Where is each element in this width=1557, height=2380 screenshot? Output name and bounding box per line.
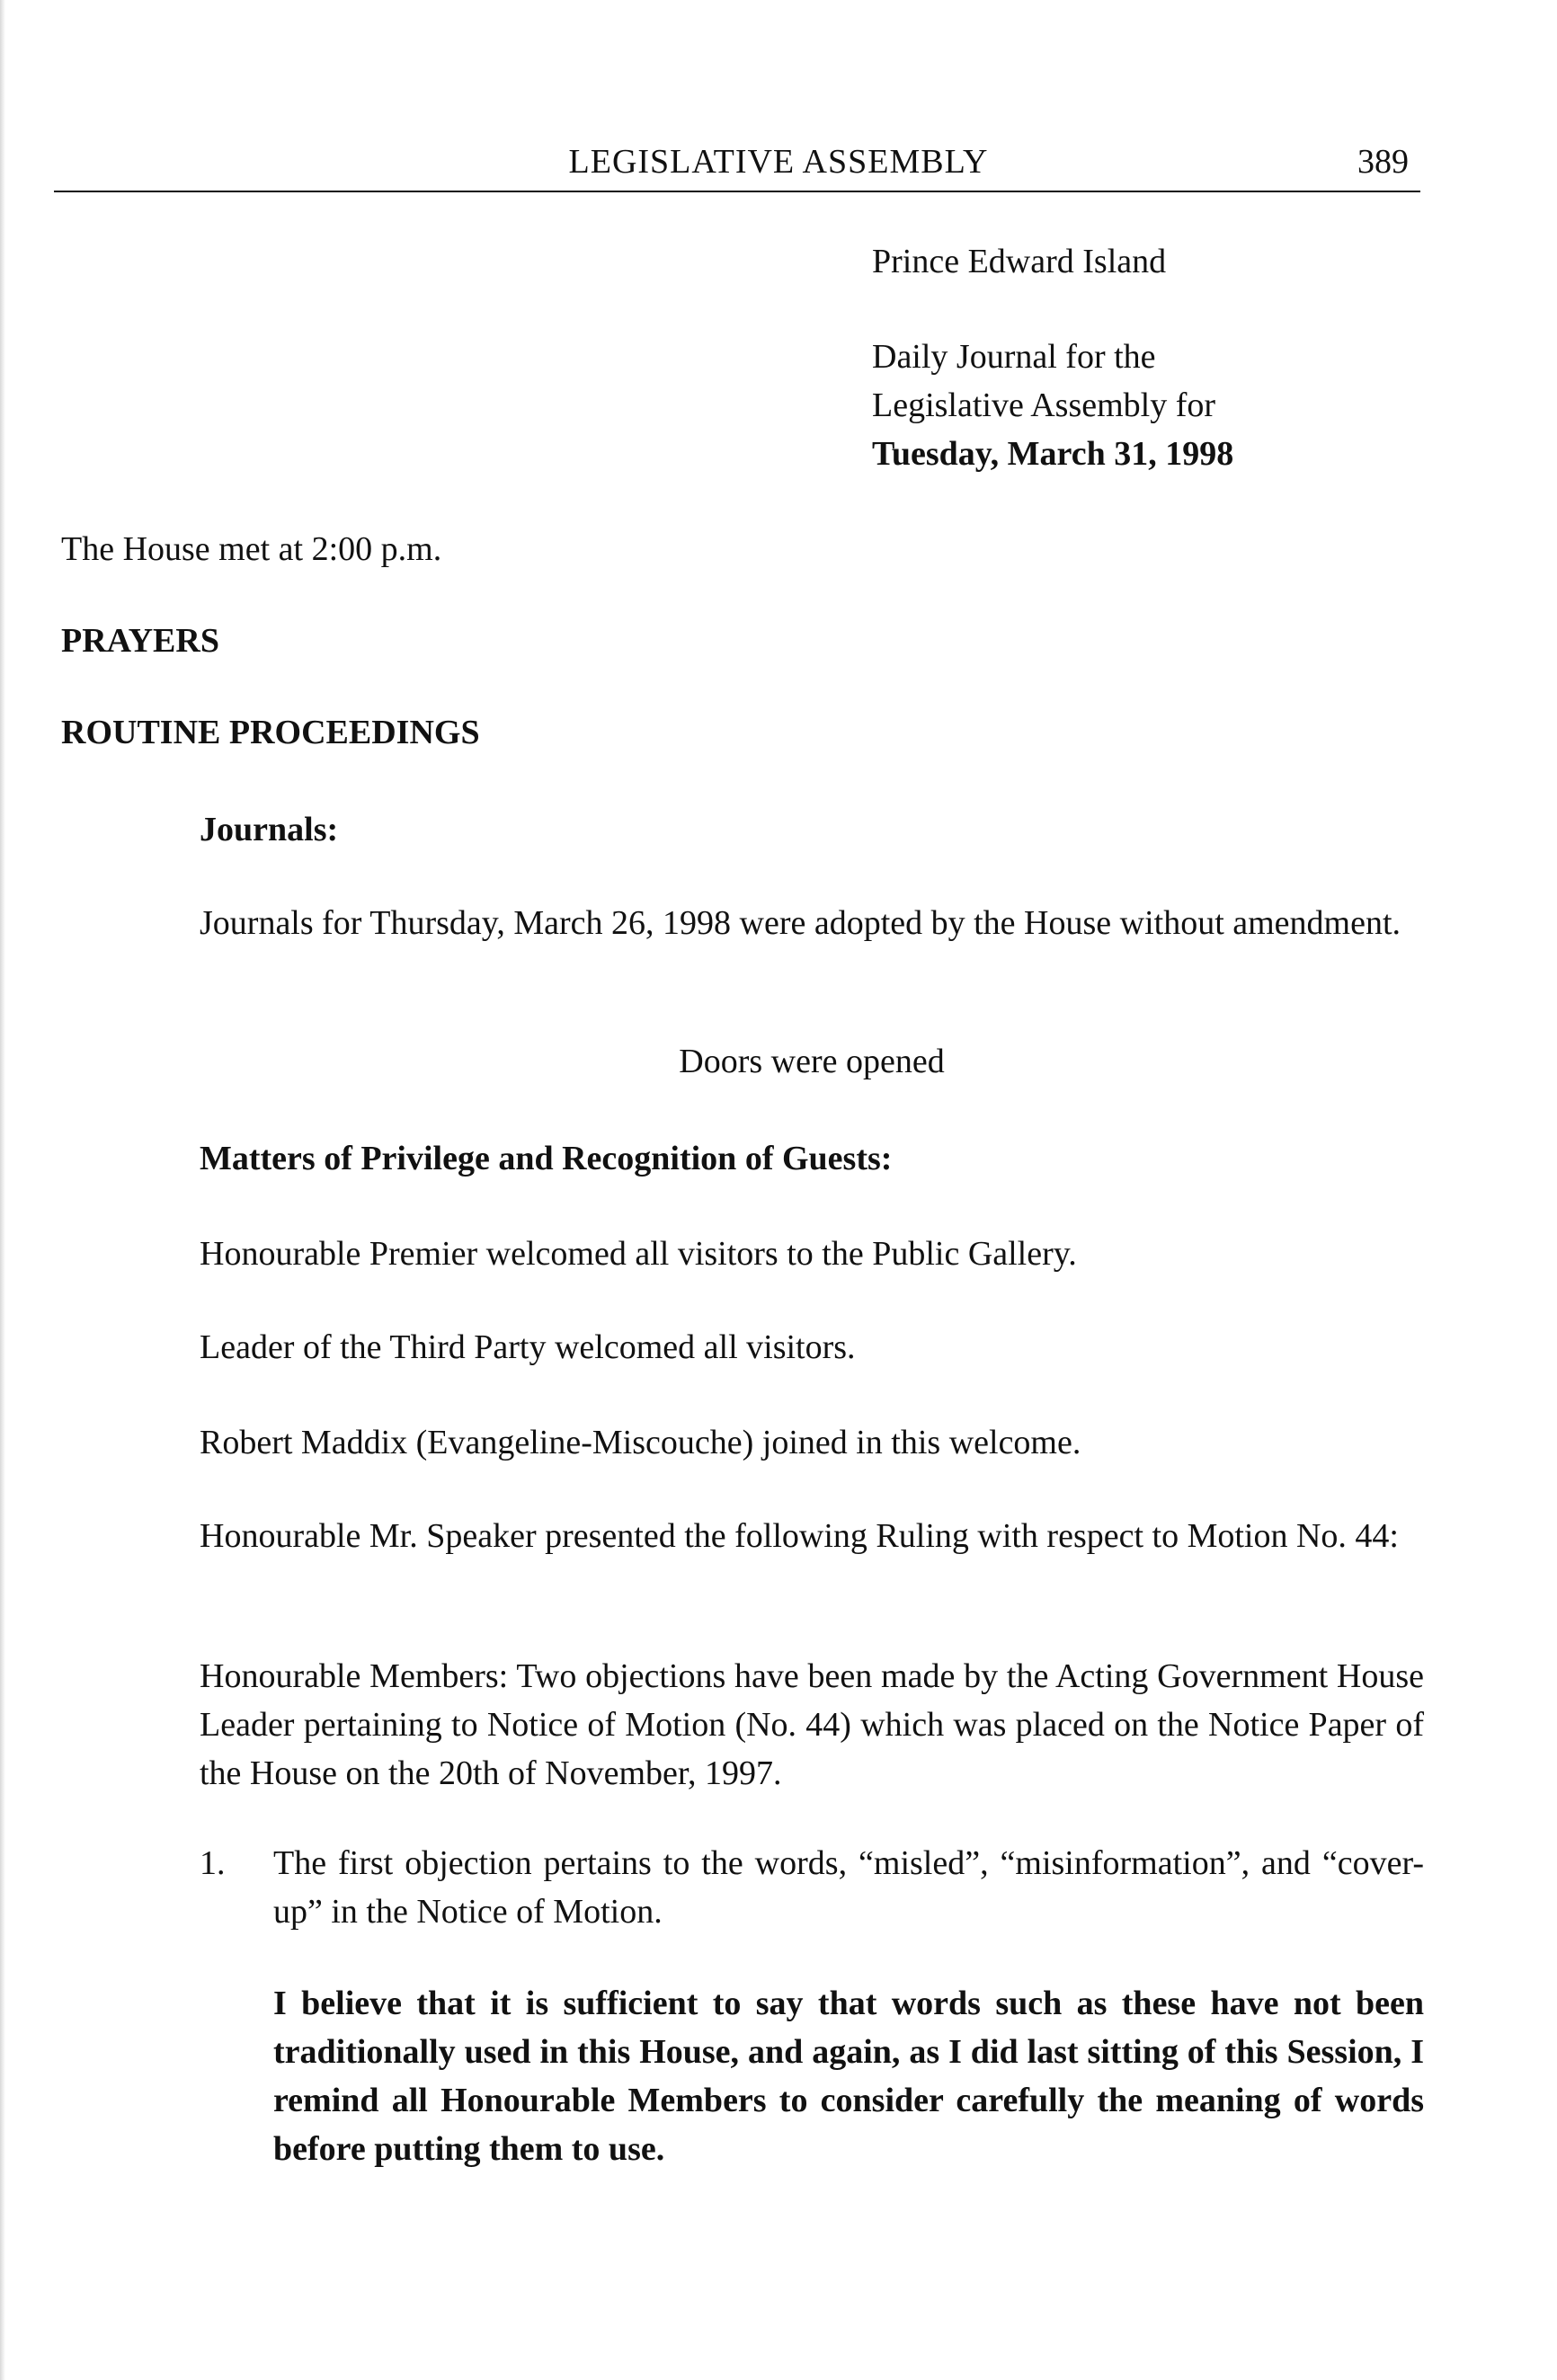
maddix-welcome-paragraph: Robert Maddix (Evangeline-Miscouche) joined in this welcome.	[200, 1424, 1081, 1461]
speaker-ruling-intro: Honourable Mr. Speaker presented the following Ruling with respect to Motion No. 44:	[200, 1517, 1399, 1555]
privilege-heading: Matters of Privilege and Recognition of Guests:	[200, 1140, 893, 1177]
journals-heading: Journals:	[200, 811, 339, 848]
third-party-welcome-paragraph: Leader of the Third Party welcomed all visitors.	[200, 1328, 856, 1366]
journal-line-1: Daily Journal for the	[872, 338, 1156, 376]
page-number: 389	[1357, 143, 1409, 181]
header-rule	[54, 191, 1420, 192]
routine-proceedings-heading: ROUTINE PROCEEDINGS	[61, 714, 480, 751]
house-met-line: The House met at 2:00 p.m.	[61, 530, 442, 568]
list-item-number: 1.	[200, 1844, 226, 1882]
journal-date: Tuesday, March 31, 1998	[872, 435, 1234, 473]
running-head	[0, 142, 1557, 187]
ruling-bold-paragraph: I believe that it is sufficient to say that words such as these have not been traditionally used in this House, and again, as I did last sitting of this Session, I remind all Honourable Members to consider carefully the meaning of words before putting them to use.	[273, 1985, 1424, 2168]
doors-opened-line: Doors were opened	[679, 1043, 945, 1080]
prayers-heading: PRAYERS	[61, 622, 219, 660]
scan-edge	[0, 0, 5, 2380]
journals-paragraph: Journals for Thursday, March 26, 1998 were adopted by the House without amendment.	[200, 904, 1401, 942]
premier-welcome-paragraph: Honourable Premier welcomed all visitors to the Public Gallery.	[200, 1235, 1077, 1273]
running-title: LEGISLATIVE ASSEMBLY	[568, 143, 989, 181]
honourable-members-paragraph: Honourable Members: Two objections have been made by the Acting Government House Leader pertaining to Notice of Motion (No. 44) which was placed on the Notice Paper of the House on the 20th of November, 1997.	[200, 1657, 1424, 1792]
journal-line-2: Legislative Assembly for	[872, 386, 1216, 424]
list-item-text: The first objection pertains to the words, “misled”, “misinformation”, and “cover-up” in the Notice of Motion.	[273, 1844, 1424, 1931]
province-name: Prince Edward Island	[872, 243, 1167, 280]
